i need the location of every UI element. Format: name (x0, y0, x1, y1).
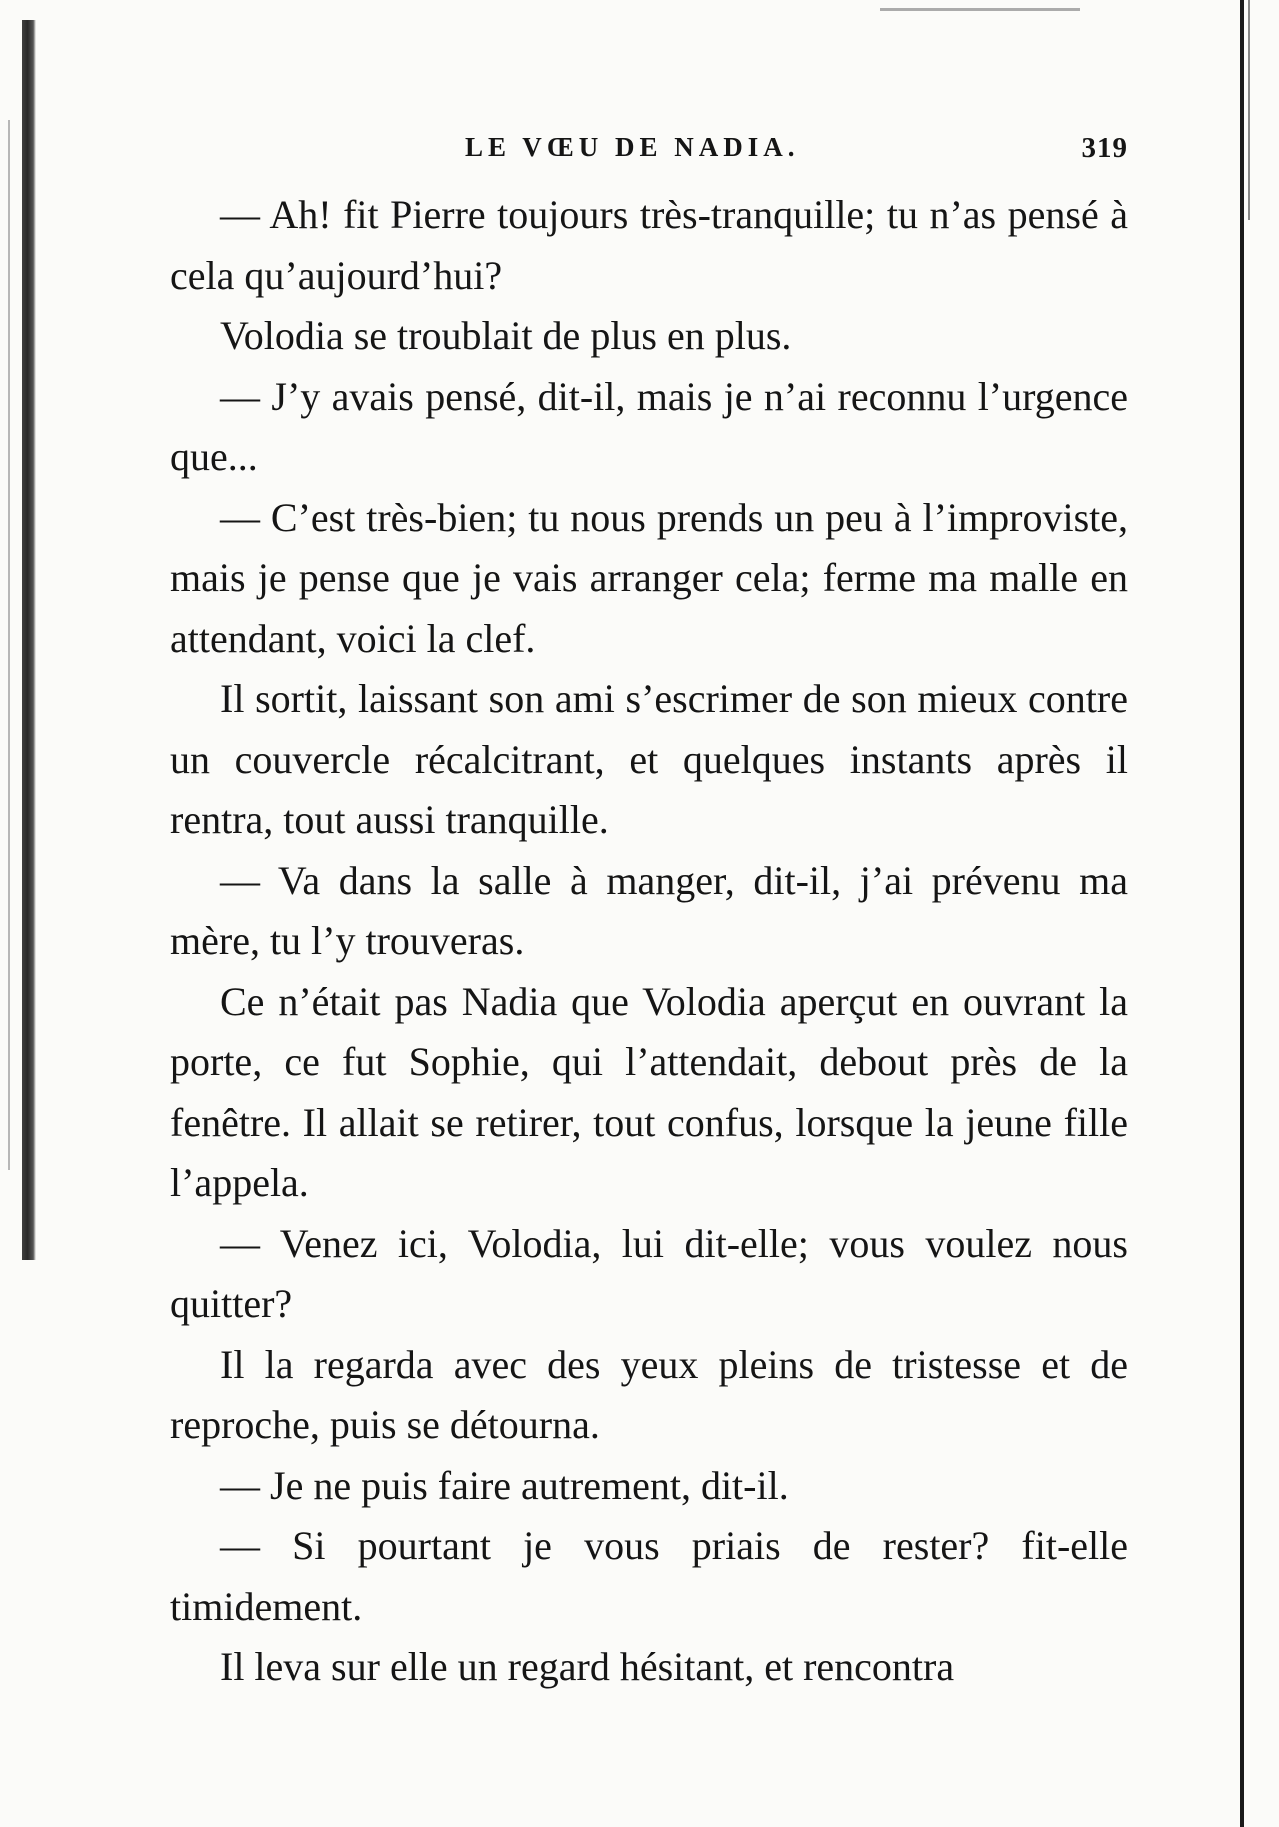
paragraph: Ce n’était pas Nadia que Volodia aperçut en ouvrant la porte, ce fut Sophie, qui l’attendait, debout près de la fenêtre. Il allait se retirer, tout confus, lorsque la jeune fille l’appela. (170, 978, 1128, 1205)
paragraph: Il sortit, laissant son ami s’escrimer de son mieux contre un couvercle récalcitrant, et quelques instants après il rentra, tout aussi tranquille. (170, 676, 1128, 842)
scan-left-edge-line (8, 120, 10, 1170)
page-header (170, 132, 1128, 172)
paragraph: Volodia se troublait de plus en plus. (220, 313, 792, 358)
body-text (170, 185, 1128, 1698)
paragraph: — J’y avais pensé, dit-il, mais je n’ai reconnu l’urgence que... (170, 373, 1128, 479)
paragraph: Il la regarda avec des yeux pleins de tristesse et de reproche, puis se détourna. (170, 1341, 1128, 1447)
scan-left-edge (22, 20, 36, 1260)
running-title: LE VŒU DE NADIA. (465, 132, 800, 162)
paragraph: — Ah! fit Pierre toujours très-tranquille; tu n’as pensé à cela qu’aujourd’hui? (170, 192, 1128, 298)
paragraph: — Je ne puis faire autrement, dit-il. (220, 1462, 789, 1508)
paragraph: — Si pourtant je vous priais de rester? fit-elle timidement. (170, 1523, 1128, 1629)
paragraph: — Va dans la salle à manger, dit-il, j’ai prévenu ma mère, tu l’y trouveras. (170, 857, 1128, 963)
page-number: 319 (1081, 132, 1128, 164)
scan-right-edge-line (1248, 0, 1250, 220)
paragraph: — Venez ici, Volodia, lui dit-elle; vous voulez nous quitter? (170, 1220, 1128, 1326)
scan-right-edge (1240, 0, 1244, 1827)
paragraph: Il leva sur elle un regard hésitant, et rencontra (220, 1644, 955, 1689)
scan-top-mark (880, 8, 1080, 11)
paragraph: — C’est très-bien; tu nous prends un peu à l’improviste, mais je pense que je vais arranger cela; ferme ma malle en attendant, voici la clef. (170, 494, 1128, 661)
